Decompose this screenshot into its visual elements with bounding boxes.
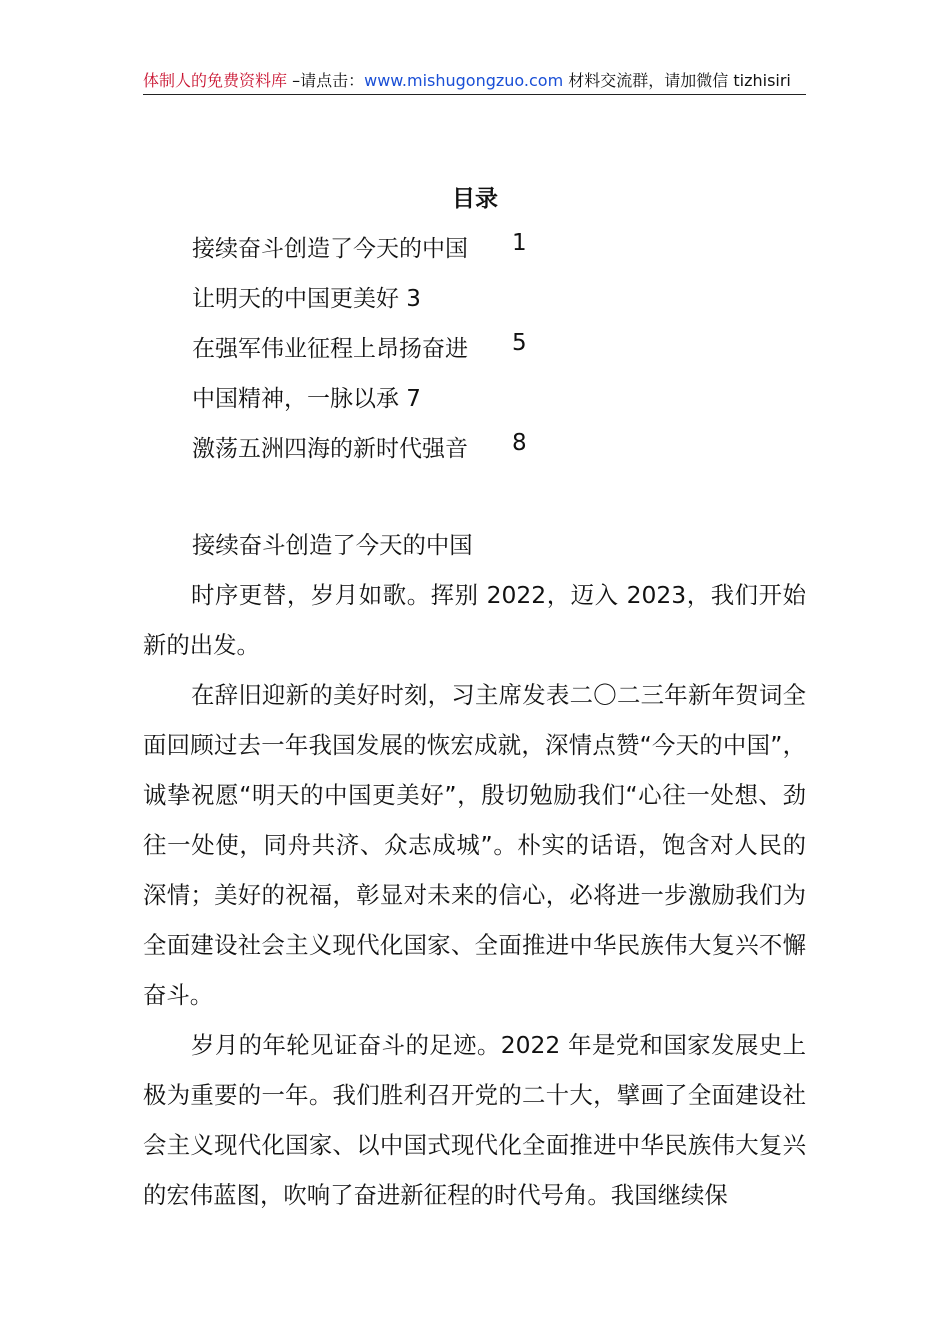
toc-item-page: 1 [512,230,527,256]
site-name: 体制人的免费资料库 [143,71,288,90]
toc-item[interactable] [192,380,421,414]
toc-title: 目录 [452,186,498,212]
article-heading: 接续奋斗创造了今天的中国 [192,531,473,559]
toc-item-page: 8 [512,430,527,456]
toc-item-label: 激荡五洲四海的新时代强音 [192,436,468,462]
article-body [143,520,806,1220]
article-paragraph: 在辞旧迎新的美好时刻，习主席发表二〇二三年新年贺词全面回顾过去一年我国发展的恢宏成就，深情点赞“今天的中国”，诚挚祝愿“明天的中国更美好”，殷切勉励我们“心往一处想、劲往一处使，同舟共济、众志成城”。朴实的话语，饱含对人民的深情；美好的祝福，彰显对未来的信心，必将进一步激励我们为全面建设社会主义现代化国家、全面推进中华民族伟大复兴不懈奋斗。 [143,681,806,1009]
toc-item-label: 中国精神，一脉以承 7 [192,386,421,412]
site-url-link[interactable]: www.mishugongzuo.com [364,71,564,90]
toc-item-page: 5 [512,330,527,356]
toc-item-label: 在强军伟业征程上昂扬奋进 [192,336,468,362]
header-separator: –请点击： [287,71,365,90]
page-header [143,68,806,95]
toc-item-label: 让明天的中国更美好 3 [192,286,421,312]
toc-item-label: 接续奋斗创造了今天的中国 [192,236,468,262]
article-paragraph: 时序更替，岁月如歌。挥别 2022，迈入 2023，我们开始新的出发。 [143,581,806,659]
toc-item[interactable] [192,330,468,364]
toc-item[interactable] [192,280,421,314]
toc-item[interactable] [192,230,468,264]
header-tail: 材料交流群，请加微信 tizhisiri [563,71,791,90]
toc-item[interactable] [192,430,468,464]
article-paragraph: 岁月的年轮见证奋斗的足迹。2022 年是党和国家发展史上极为重要的一年。我们胜利召开党的二十大，擘画了全面建设社会主义现代化国家、以中国式现代化全面推进中华民族伟大复兴的宏伟蓝图，吹响了奋进新征程的时代号角。我国继续保 [143,1031,806,1209]
